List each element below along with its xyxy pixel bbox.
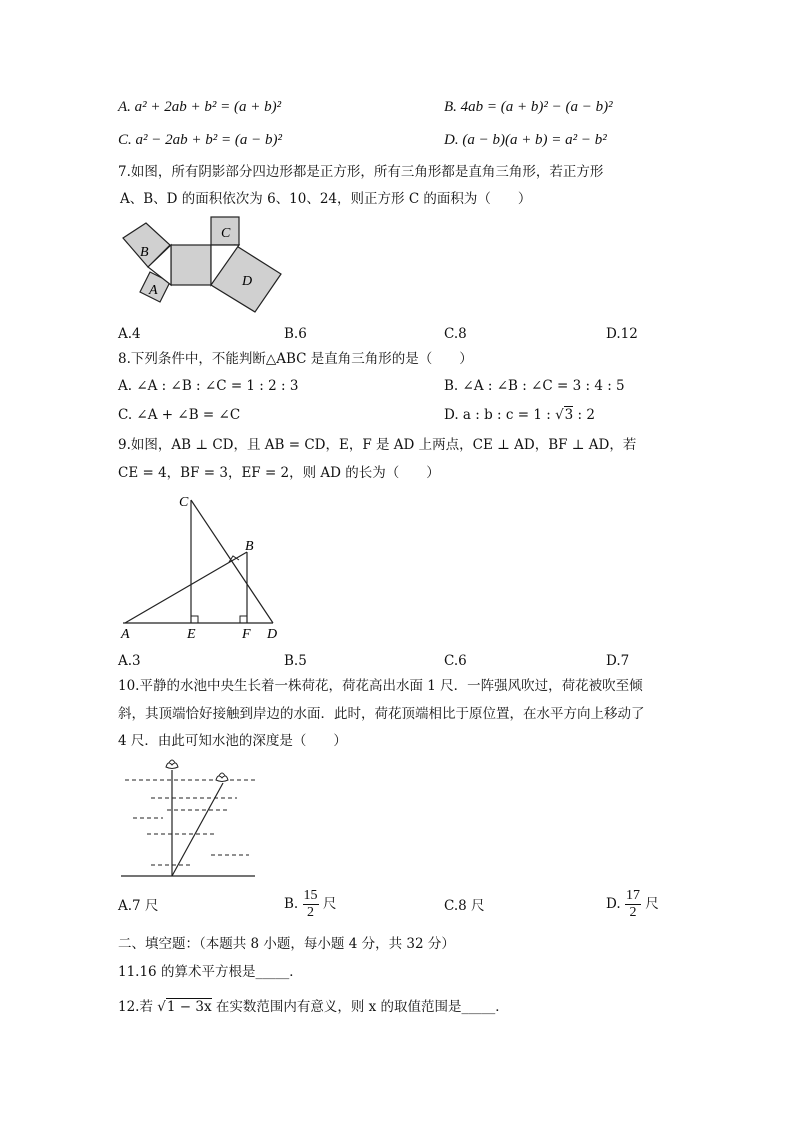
q10-option-a: A.7 尺 <box>118 898 159 914</box>
q12-prefix: 12.若 <box>118 999 158 1015</box>
q10-option-b <box>284 888 336 921</box>
fraction-numerator: 15 <box>303 888 318 903</box>
q8-option-d: D. a : b : c = 1 : √3 : 2 <box>444 407 595 423</box>
lotus-icon <box>166 760 178 769</box>
q10-option-b-unit: 尺 <box>322 896 337 912</box>
q8-text: 8.下列条件中，不能判断△ABC 是直角三角形的是（ ） <box>118 351 473 367</box>
q10-option-d <box>606 888 659 921</box>
q8-option-b: B. ∠A : ∠B : ∠C = 3 : 4 : 5 <box>444 378 625 394</box>
q7-option-d: D.12 <box>606 326 638 342</box>
fraction-denominator: 2 <box>307 905 315 920</box>
q10-text-line2: 斜，其顶端恰好接触到岸边的水面．此时，荷花顶端相比于原位置，在水平方向上移动了 <box>118 706 645 722</box>
q11-text: 11.16 的算术平方根是_____． <box>118 964 303 980</box>
label-c: C <box>221 226 231 241</box>
q10-text-line1: 10.平静的水池中央生长着一株荷花，荷花高出水面 1 尺．一阵强风吹过，荷花被吹至倾 <box>118 678 643 694</box>
label-a: A <box>149 283 158 298</box>
q7-option-a: A.4 <box>118 326 141 342</box>
q7-figure <box>115 212 285 322</box>
q7-option-c: C.8 <box>444 326 467 342</box>
q7-option-b: B.6 <box>284 326 307 342</box>
q6-option-a: A. a² + 2ab + b² = (a + b)² <box>118 99 282 115</box>
section-heading: 二、填空题：（本题共 8 小题，每小题 4 分，共 32 分） <box>118 936 455 952</box>
label-d: D <box>242 274 253 289</box>
q9-option-a: A.3 <box>118 653 141 669</box>
center-square <box>171 245 211 285</box>
label-d: D <box>267 627 278 642</box>
q9-figure <box>115 490 290 645</box>
q6-option-d: D. (a − b)(a + b) = a² − b² <box>444 132 607 148</box>
q9-option-d: D.7 <box>606 653 630 669</box>
q8-option-a: A. ∠A : ∠B : ∠C = 1 : 2 : 3 <box>118 378 299 394</box>
q12-sqrt: 1 − 3x <box>166 999 212 1015</box>
label-b: B <box>140 245 149 260</box>
fraction-denominator: 2 <box>629 905 637 920</box>
q12-suffix: 在实数范围内有意义，则 x 的取值范围是_____． <box>211 999 509 1015</box>
fraction-numerator: 17 <box>625 888 640 903</box>
lotus-icon <box>216 773 228 782</box>
q10-option-b-prefix: B. <box>284 896 299 912</box>
q10-text-line3: 4 尺．由此可知水池的深度是（ ） <box>118 733 347 749</box>
label-b: B <box>245 539 254 554</box>
q10-option-d-prefix: D. <box>606 896 621 912</box>
q7-text-line1: 7.如图，所有阴影部分四边形都是正方形，所有三角形都是直角三角形，若正方形 <box>118 164 604 180</box>
q10-option-c: C.8 尺 <box>444 898 485 914</box>
q6-option-c: C. a² − 2ab + b² = (a − b)² <box>118 132 282 148</box>
q9-option-c: C.6 <box>444 653 467 669</box>
q10-option-d-unit: 尺 <box>645 896 659 912</box>
label-e: E <box>187 627 196 642</box>
q8-option-c: C. ∠A + ∠B = ∠C <box>118 407 241 423</box>
label-c: C <box>179 495 189 510</box>
q6-option-b: B. 4ab = (a + b)² − (a − b)² <box>444 99 613 115</box>
q8-option-d-prefix: D. a : b : c = 1 : <box>444 407 556 423</box>
q8-option-d-sqrt: 3 <box>564 407 574 423</box>
q8-option-d-suffix: : 2 <box>573 407 595 423</box>
label-f: F <box>242 627 251 642</box>
fraction <box>625 888 641 921</box>
q7-text-line2: A、B、D 的面积依次为 6、10、24，则正方形 C 的面积为（ ） <box>120 191 532 207</box>
q9-text-line2: CE = 4，BF = 3，EF = 2，则 AD 的长为（ ） <box>118 465 440 481</box>
fraction <box>303 888 319 921</box>
q12-text: 12.若 √1 − 3x 在实数范围内有意义，则 x 的取值范围是_____． <box>118 999 509 1015</box>
q9-option-b: B.5 <box>284 653 307 669</box>
q9-text-line1: 9.如图，AB ⊥ CD，且 AB = CD，E，F 是 AD 上两点，CE ⊥ AD，BF ⊥ AD，若 <box>118 437 637 453</box>
label-a: A <box>121 627 130 642</box>
q10-figure <box>115 755 260 880</box>
